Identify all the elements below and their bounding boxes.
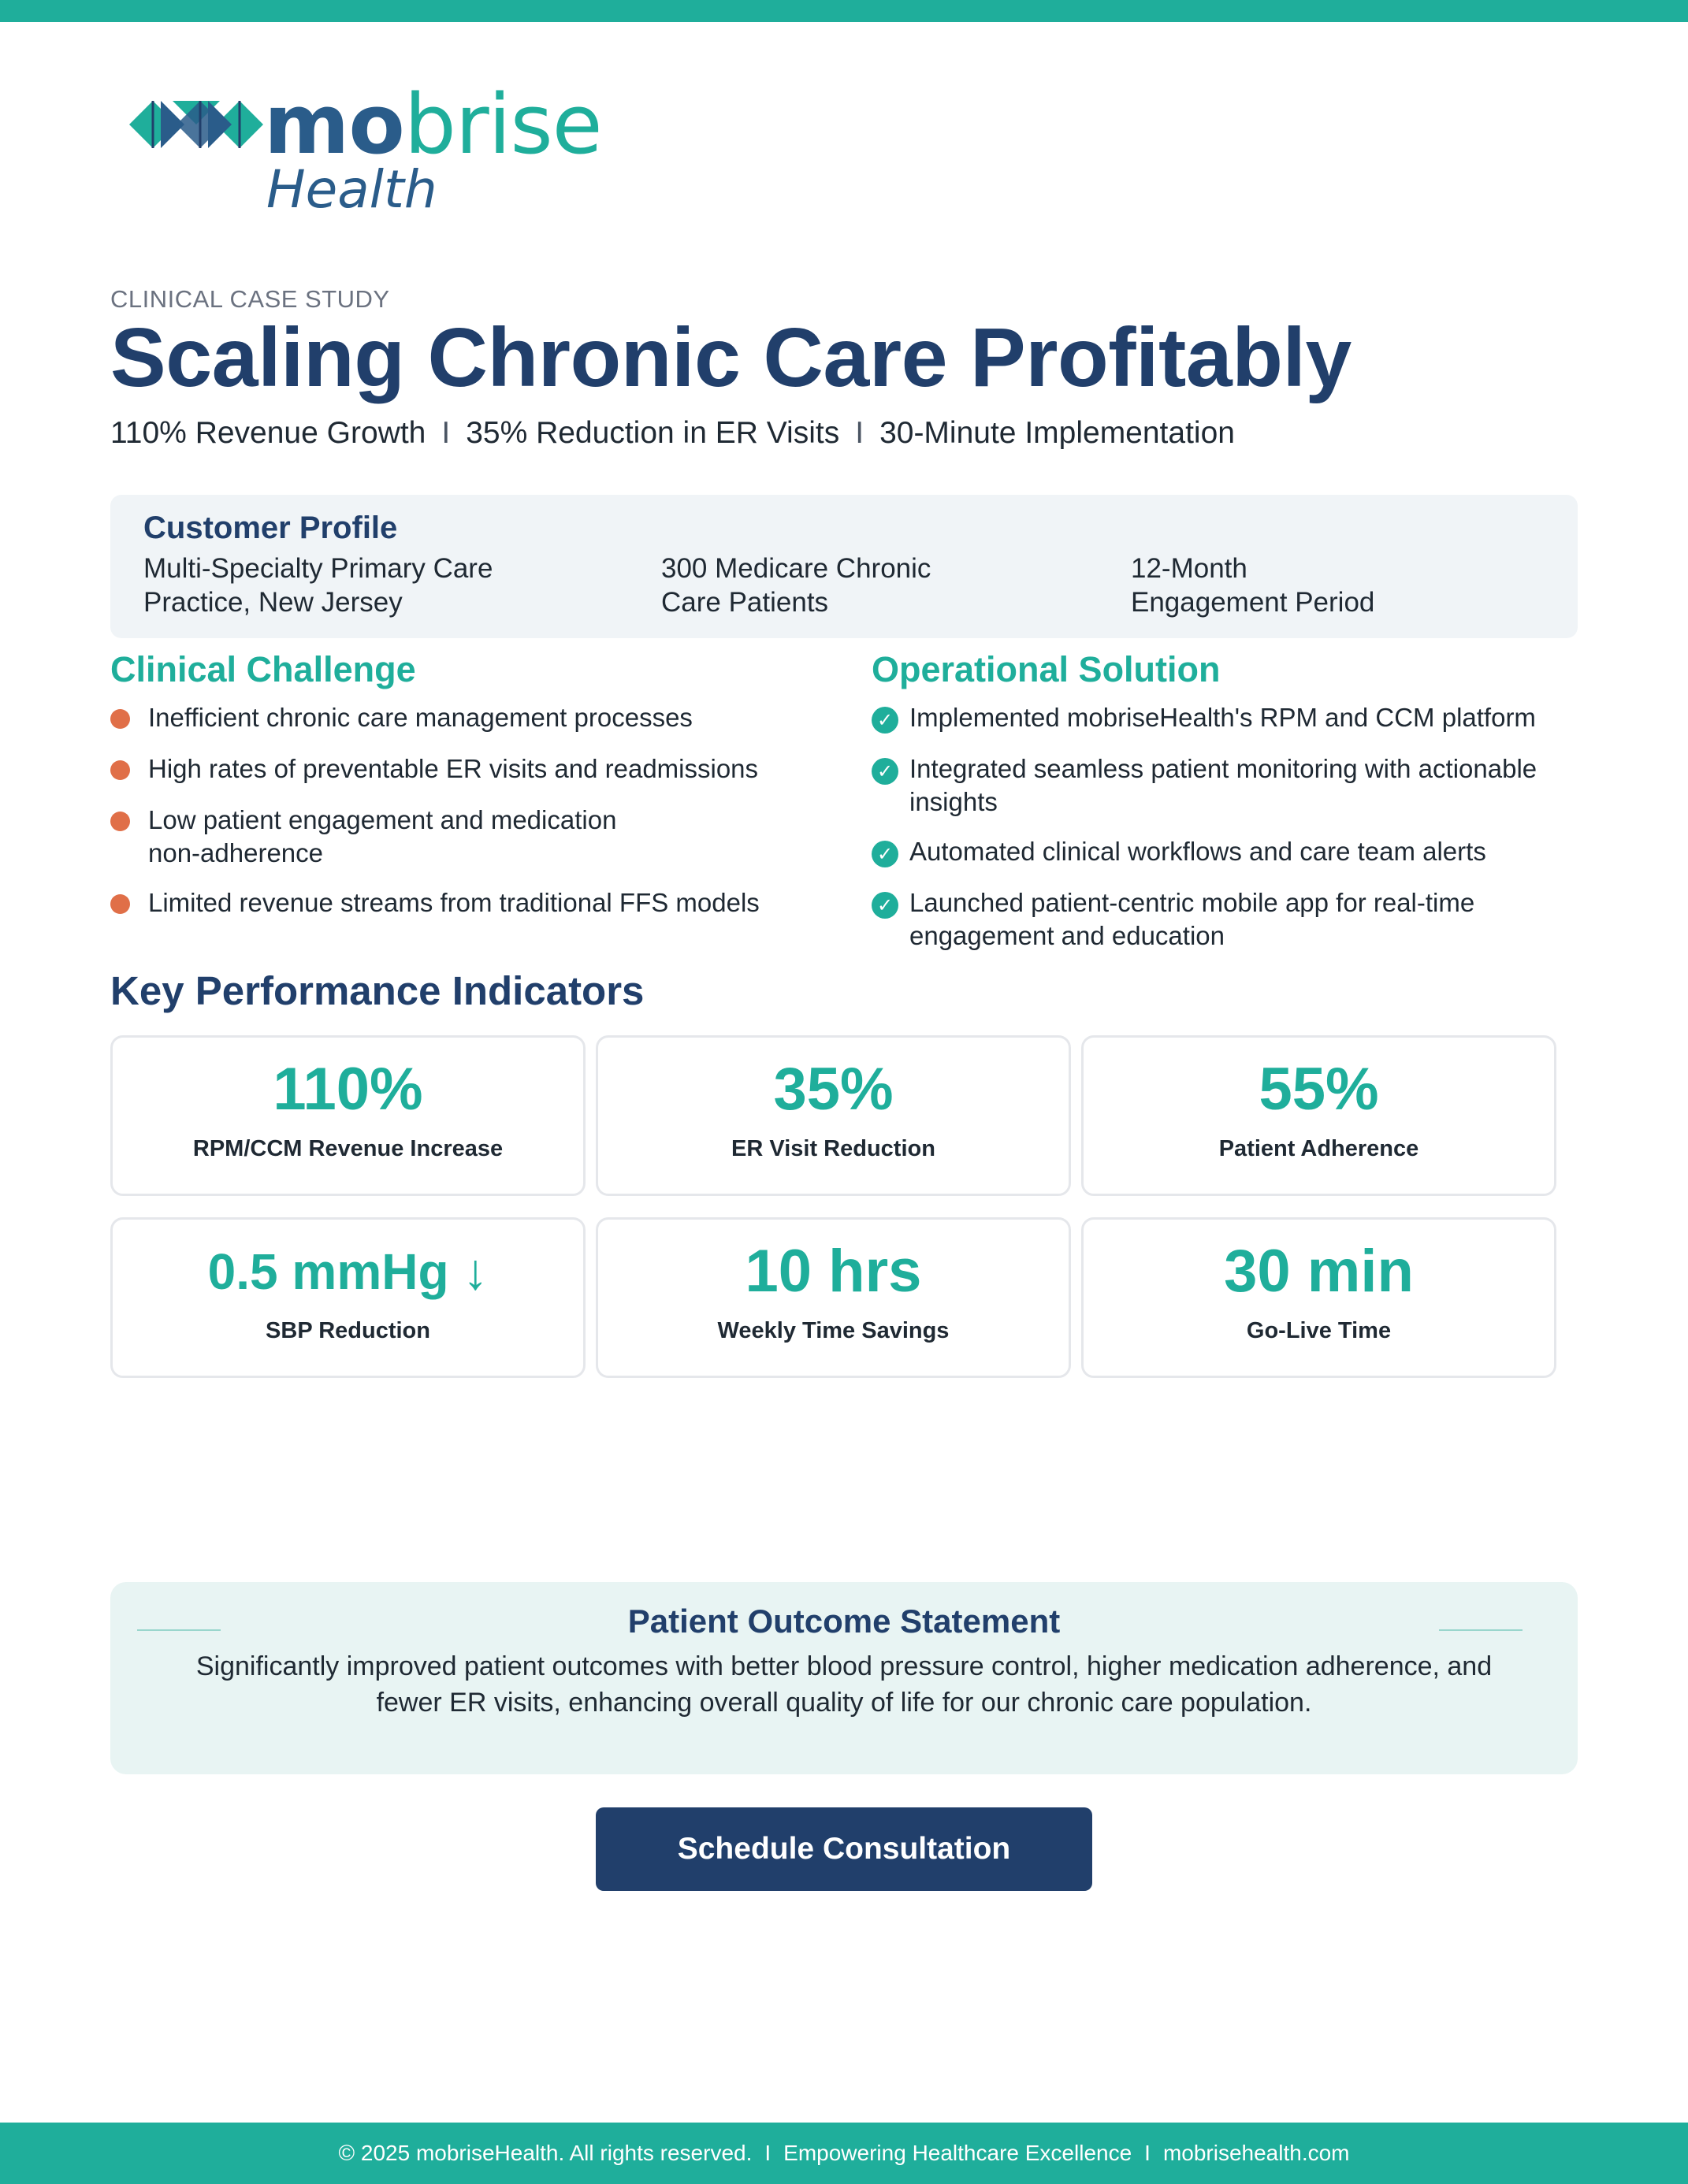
check-circle-icon: ✓ [872,758,898,785]
kpi-value: 55% [1259,1056,1379,1123]
check-circle-icon: ✓ [872,841,898,867]
clinical-challenge-heading: Clinical Challenge [110,649,416,689]
solution-text: Launched patient-centric mobile app for real-time engagement and education [909,888,1475,950]
kpi-label: Go-Live Time [1246,1318,1392,1343]
kpi-card [596,1217,1071,1378]
profile-item-line: 300 Medicare Chronic [661,553,931,584]
highlight-separator: I [441,416,451,450]
list-item [872,886,1565,953]
challenge-text: Limited revenue streams from traditional FFS models [148,888,760,917]
footer-website-link[interactable]: mobrisehealth.com [1162,2141,1350,2165]
footer-separator: I [1144,2141,1151,2165]
bullet-dot-icon [110,709,130,729]
footer-copyright: © 2025 mobriseHealth. All rights reserved. [338,2141,753,2165]
kpi-label: Patient Adherence [1218,1136,1419,1161]
list-item [872,752,1565,819]
challenge-text: Low patient engagement and medication non-adherence [148,805,617,867]
list-item [872,701,1565,734]
solution-text: Integrated seamless patient monitoring with actionable insights [909,754,1537,816]
list-item [110,886,804,919]
list-item [110,804,804,870]
list-item [110,701,804,734]
check-circle-icon: ✓ [872,892,898,919]
kpi-value: 10 hrs [745,1238,922,1305]
highlight-separator: I [855,416,864,450]
logo-word-mo: mo [264,76,404,173]
outcome-text: Significantly improved patient outcomes with better blood pressure control, higher medication adherence, and fewer ER visits, enhancing overall quality of life for our chronic care population. [195,1651,1493,1718]
highlight-item: 110% Revenue Growth [110,416,426,450]
bullet-dot-icon [110,894,130,914]
solution-text: Automated clinical workflows and care team alerts [909,837,1486,866]
kpi-value: 35% [773,1056,894,1123]
schedule-consultation-button[interactable]: Schedule Consultation [596,1807,1092,1891]
kpi-card [1081,1217,1556,1378]
outcome-heading: Patient Outcome Statement [627,1603,1061,1640]
profile-item-line: Practice, New Jersey [143,587,403,618]
top-accent-bar [0,0,1688,22]
highlights-line [110,416,1235,451]
logo-mark-icon [129,93,263,156]
challenge-list [110,701,804,919]
mobrise-health-logo[interactable] [126,76,602,221]
profile-item-line: Care Patients [661,587,829,618]
challenge-text: High rates of preventable ER visits and readmissions [148,754,759,783]
solution-text: Implemented mobriseHealth's RPM and CCM platform [909,703,1536,732]
bullet-dot-icon [110,760,130,780]
kpi-label: SBP Reduction [266,1318,430,1343]
highlight-item: 35% Reduction in ER Visits [466,416,840,450]
kpi-card [110,1035,586,1196]
operational-solution-heading: Operational Solution [872,649,1221,689]
challenge-text: Inefficient chronic care management processes [148,703,693,732]
logo-subtext: Health [266,159,437,220]
list-item [110,752,804,786]
profile-item-line: 12-Month [1131,553,1247,584]
eyebrow-label: CLINICAL CASE STUDY [110,285,390,313]
check-circle-icon: ✓ [872,707,898,734]
list-item [872,835,1565,868]
kpi-label: Weekly Time Savings [717,1318,950,1343]
profile-item-patients [661,552,931,619]
profile-item-line: Multi-Specialty Primary Care [143,553,493,584]
kpi-heading: Key Performance Indicators [110,968,645,1013]
kpi-card [110,1217,586,1378]
customer-profile-card [110,495,1578,638]
page-title: Scaling Chronic Care Profitably [110,311,1352,404]
kpi-card [596,1035,1071,1196]
kpi-value: 30 min [1224,1238,1414,1305]
kpi-card [1081,1035,1556,1196]
bullet-dot-icon [110,812,130,831]
footer-separator: I [764,2141,771,2165]
footer-bar [0,2123,1688,2184]
customer-profile-heading: Customer Profile [143,511,398,545]
profile-item-period [1131,552,1374,619]
kpi-value: 0.5 mmHg ↓ [207,1243,489,1300]
kpi-value: 110% [273,1056,423,1123]
kpi-label: ER Visit Reduction [731,1136,935,1161]
profile-item-line: Engagement Period [1131,587,1375,618]
logo-word-brise: brise [403,76,602,173]
patient-outcome-card [110,1582,1578,1774]
highlight-item: 30-Minute Implementation [879,416,1235,450]
profile-item-practice [143,552,493,619]
solution-list [872,701,1565,953]
kpi-label: RPM/CCM Revenue Increase [192,1136,504,1161]
logo-wordmark [264,76,602,173]
footer-tagline: Empowering Healthcare Excellence [783,2141,1132,2165]
